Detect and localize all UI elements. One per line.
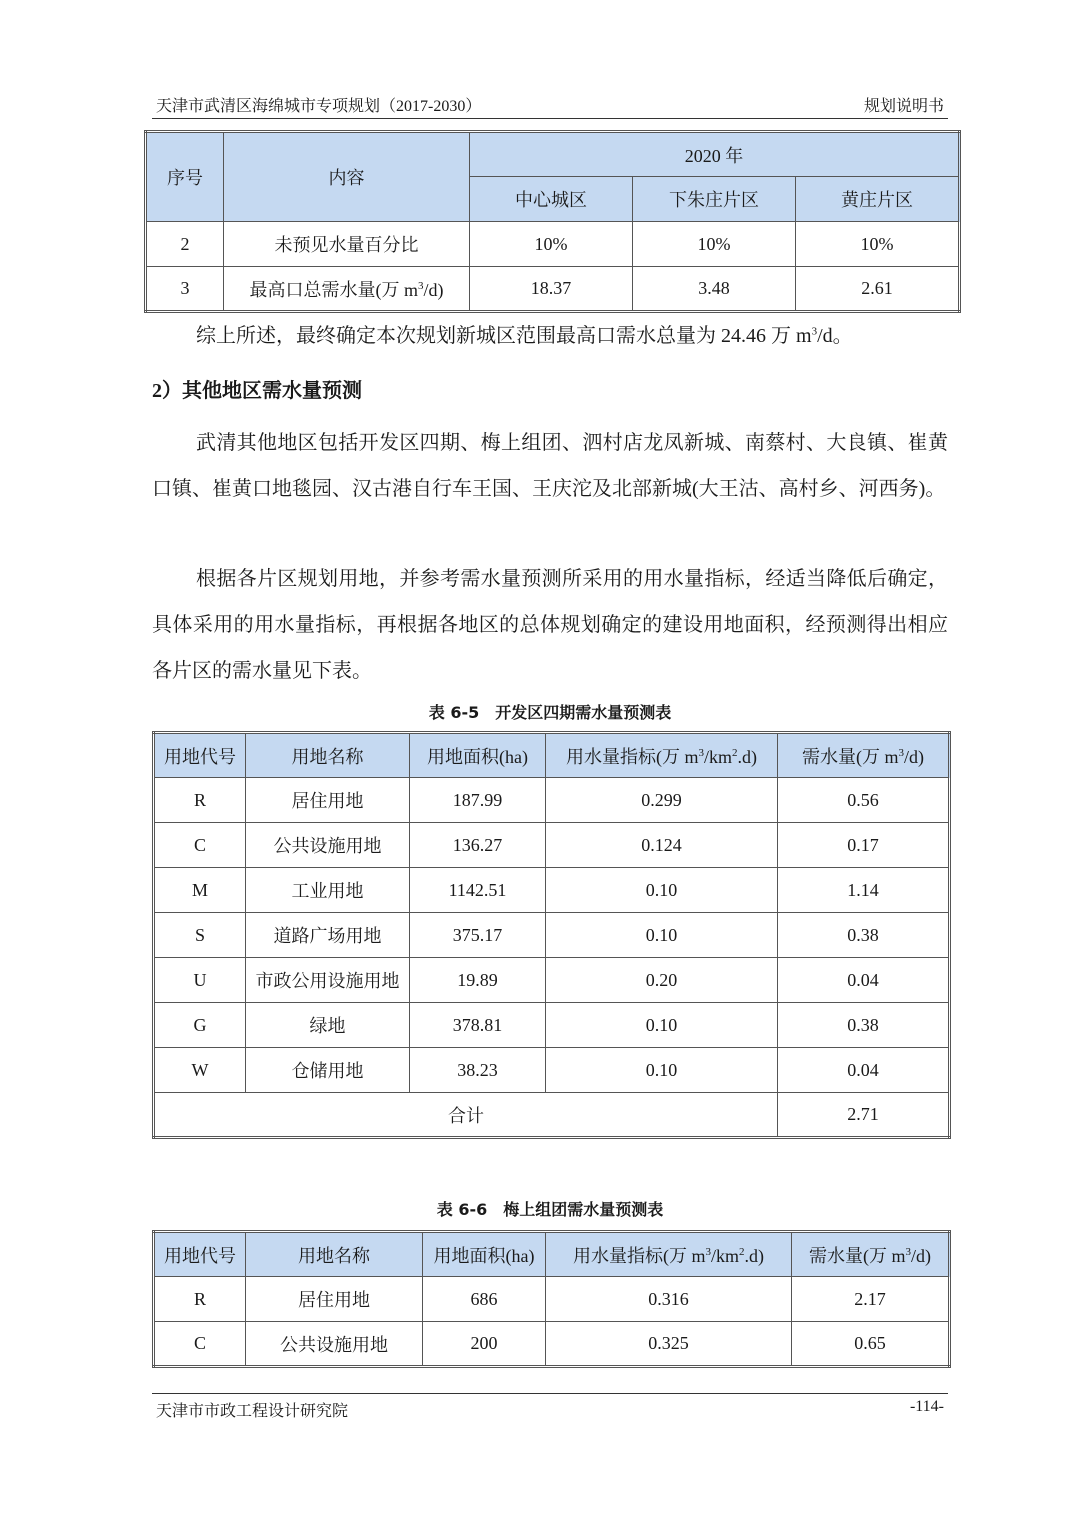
- table-cell: 136.27: [410, 823, 546, 868]
- header-cell-zone: 黄庄片区: [796, 177, 960, 222]
- table-cell: 0.316: [546, 1277, 792, 1322]
- header-title: 天津市武清区海绵城市专项规划（2017-2030）: [156, 98, 482, 115]
- table-cell: 0.124: [546, 823, 778, 868]
- header-cell-code: 用地代号: [154, 1232, 246, 1277]
- table-row: [154, 778, 950, 823]
- superscript: 3: [705, 1245, 711, 1258]
- table-cell: 686: [423, 1277, 546, 1322]
- header-cell-year: 2020 年: [470, 132, 960, 177]
- table-cell: 375.17: [410, 913, 546, 958]
- table-cell: 0.299: [546, 778, 778, 823]
- page-number: -114-: [909, 1398, 944, 1415]
- table-cell: 3.48: [633, 267, 796, 312]
- table-cell: 0.04: [778, 958, 950, 1003]
- table-cell: R: [154, 1277, 246, 1322]
- table-row: [154, 823, 950, 868]
- superscript: 3: [698, 746, 704, 759]
- table-cell: 0.10: [546, 1003, 778, 1048]
- body-paragraph: 武清其他地区包括开发区四期、梅上组团、泗村店龙凤新城、南蔡村、大良镇、崔黄口镇、崔黄口地毯园、汉古港自行车王国、王庆沱及北部新城(大王沽、高村乡、河西务)。: [152, 432, 948, 500]
- meishang-water-demand-table: [152, 1230, 951, 1368]
- table-cell: 0.56: [778, 778, 950, 823]
- table-cell: 0.325: [546, 1322, 792, 1367]
- cell-text: /km: [703, 746, 732, 767]
- header-cell-area: 用地面积(ha): [423, 1232, 546, 1277]
- table-cell: 2.61: [796, 267, 960, 312]
- header-cell-zone: 下朱庄片区: [633, 177, 796, 222]
- summary-paragraph: [152, 313, 948, 359]
- superscript: 3: [418, 279, 424, 292]
- cell-text: 用水量指标(万 m: [565, 746, 699, 767]
- table-cell: 1.14: [778, 868, 950, 913]
- table-total-row: [154, 1093, 950, 1138]
- table-cell: 0.17: [778, 823, 950, 868]
- header-cell-name: 用地名称: [246, 1232, 423, 1277]
- total-label-cell: 合计: [154, 1093, 778, 1138]
- table-header-row: [154, 733, 950, 778]
- table-row: [154, 1322, 950, 1367]
- footer-organization: 天津市市政工程设计研究院: [156, 1403, 349, 1420]
- table-cell: 10%: [470, 222, 633, 267]
- cell-text: 用水量指标(万 m: [572, 1245, 706, 1266]
- table-row: [154, 1048, 950, 1093]
- table-cell: 居住用地: [246, 1277, 423, 1322]
- table-row: [154, 958, 950, 1003]
- table-cell: 19.89: [410, 958, 546, 1003]
- table-cell: 0.10: [546, 1048, 778, 1093]
- table-cell: 未预见水量百分比: [224, 222, 470, 267]
- table-cell: [224, 267, 470, 312]
- superscript: 3: [905, 1245, 911, 1258]
- header-doc-type: 规划说明书: [863, 98, 944, 115]
- cell-text: 最高口总需水量(万 m: [249, 279, 418, 300]
- table-cell: 200: [423, 1322, 546, 1367]
- table-cell: 居住用地: [246, 778, 410, 823]
- header-cell-seq: 序号: [146, 132, 224, 222]
- page-header: [152, 90, 948, 119]
- cell-text: /d): [904, 746, 924, 767]
- body-paragraph: 根据各片区规划用地，并参考需水量预测所采用的用水量指标，经适当降低后确定，具体采用的用水量指标，再根据各地区的总体规划确定的建设用地面积，经预测得出相应各片区的需水量见下表。: [152, 568, 948, 682]
- table-row: [154, 1277, 950, 1322]
- table-cell: 市政公用设施用地: [246, 958, 410, 1003]
- header-cell-code: 用地代号: [154, 733, 246, 778]
- header-cell-name: 用地名称: [246, 733, 410, 778]
- table-caption: 表 6-5 开发区四期需水量预测表: [428, 703, 672, 722]
- cell-text: 需水量(万 m: [809, 1245, 906, 1266]
- table-cell: 18.37: [470, 267, 633, 312]
- header-cell-index: [546, 733, 778, 778]
- table-cell: R: [154, 778, 246, 823]
- cell-text: /d): [911, 1245, 931, 1266]
- page-footer: [152, 1393, 948, 1424]
- cell-text: /d): [423, 279, 444, 300]
- table-cell: 0.04: [778, 1048, 950, 1093]
- table-cell: 0.65: [792, 1322, 950, 1367]
- table-cell: 0.38: [778, 913, 950, 958]
- table-cell: W: [154, 1048, 246, 1093]
- table-cell: 0.10: [546, 913, 778, 958]
- header-cell-demand: [792, 1232, 950, 1277]
- table-cell: 公共设施用地: [246, 823, 410, 868]
- superscript: 2: [739, 1245, 745, 1258]
- table-header-row: [146, 132, 960, 177]
- cell-text: 需水量(万 m: [802, 746, 899, 767]
- table-cell: 2.17: [792, 1277, 950, 1322]
- table-cell: 0.20: [546, 958, 778, 1003]
- table-cell: G: [154, 1003, 246, 1048]
- header-cell-zone: 中心城区: [470, 177, 633, 222]
- table-cell: 3: [146, 267, 224, 312]
- section-heading: 2）其他地区需水量预测: [152, 380, 362, 402]
- header-cell-demand: [778, 733, 950, 778]
- table-cell: 10%: [796, 222, 960, 267]
- header-cell-content: 内容: [224, 132, 470, 222]
- table-row: [146, 222, 960, 267]
- superscript: 3: [898, 746, 904, 759]
- cell-text: .d): [737, 746, 757, 767]
- total-value-cell: 2.71: [778, 1093, 950, 1138]
- superscript: 3: [811, 325, 818, 338]
- table-cell: 绿地: [246, 1003, 410, 1048]
- table-cell: 0.10: [546, 868, 778, 913]
- table-cell: S: [154, 913, 246, 958]
- water-demand-summary-table: [144, 130, 961, 313]
- cell-text: /km: [710, 1245, 739, 1266]
- table-cell: C: [154, 1322, 246, 1367]
- development-zone-water-demand-table: [152, 731, 951, 1139]
- table-caption: 表 6-6 梅上组团需水量预测表: [436, 1200, 664, 1219]
- header-cell-index: [546, 1232, 792, 1277]
- table-cell: 187.99: [410, 778, 546, 823]
- table-cell: 10%: [633, 222, 796, 267]
- paragraph-text: /d。: [817, 325, 853, 347]
- table-header-row: [154, 1232, 950, 1277]
- table-row: [154, 1003, 950, 1048]
- table-cell: U: [154, 958, 246, 1003]
- table-cell: 378.81: [410, 1003, 546, 1048]
- paragraph-text: 综上所述，最终确定本次规划新城区范围最高口需水总量为 24.46 万 m: [196, 325, 812, 347]
- table-cell: 1142.51: [410, 868, 546, 913]
- table-cell: 0.38: [778, 1003, 950, 1048]
- table-cell: M: [154, 868, 246, 913]
- table-cell: 公共设施用地: [246, 1322, 423, 1367]
- header-cell-area: 用地面积(ha): [410, 733, 546, 778]
- table-row: [146, 267, 960, 312]
- table-cell: 道路广场用地: [246, 913, 410, 958]
- table-row: [154, 913, 950, 958]
- table-cell: 38.23: [410, 1048, 546, 1093]
- table-cell: 工业用地: [246, 868, 410, 913]
- table-cell: 仓储用地: [246, 1048, 410, 1093]
- cell-text: .d): [744, 1245, 764, 1266]
- table-cell: C: [154, 823, 246, 868]
- table-cell: 2: [146, 222, 224, 267]
- superscript: 2: [732, 746, 738, 759]
- table-row: [154, 868, 950, 913]
